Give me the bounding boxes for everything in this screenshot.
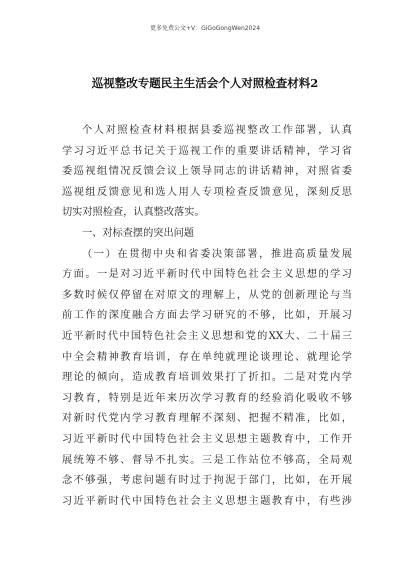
- text-line: 念不够强，考虑问题有时过于拘泥于部门，比如，在开展: [62, 475, 352, 487]
- text-line: 切实对照检查，认真整改落实。: [62, 207, 205, 219]
- text-line: 习近平新时代中国特色社会主义思想主题教育中，工作开: [62, 433, 352, 445]
- text-line: 展统筹不够、督导不扎实。三是工作站位不够高，全局观: [62, 454, 352, 466]
- paragraph-issues: [62, 245, 352, 513]
- text-line: 习近平新时代中国特色社会主义思想主题教育中，有些涉: [62, 495, 352, 507]
- section-heading: [62, 224, 352, 245]
- text-line: 多数时候仅停留在对原文的理解上，从党的创新理论与当: [62, 289, 352, 301]
- text-line: 近平新时代中国特色社会主义思想和党的XX大、二十届三: [62, 330, 352, 342]
- text-line: 个人对照检查材料根据县委巡视整改工作部署，认真: [82, 125, 352, 136]
- text-line: 巡视组反馈意见和选人用人专项检查反馈意见，深刻反思: [62, 186, 352, 198]
- header-note: 更多免费公文+V：GiGoGongWen2024: [149, 25, 261, 32]
- document-title: 巡视整改专题民主生活会个人对照检查材料2: [91, 76, 319, 90]
- text-line: 一、对标查摆的突出问题: [82, 227, 195, 239]
- text-line: 习教育，特别是近年来历次学习教育的经验消化吸收不够: [62, 392, 352, 404]
- text-line: 对新时代党内学习教育理解不深刻、把握不精准，比如，: [62, 413, 352, 425]
- text-line: 方面。一是对习近平新时代中国特色社会主义思想的学习: [62, 269, 352, 281]
- document-body: [62, 121, 352, 512]
- text-line: 理论的倾向，造成教育培训效果打了折扣。二是对党内学: [62, 372, 352, 384]
- paragraph-intro: [62, 121, 352, 224]
- text-line: 前工作的深度融合方面去学习研究的不够，比如，开展习: [62, 310, 352, 322]
- text-line: 学习习近平总书记关于巡视工作的重要讲话精神，学习省: [62, 145, 352, 157]
- text-line: 中全会精神教育培训，存在单纯就理论谈理论、就理论学: [62, 351, 352, 363]
- text-line: 委巡视组情况反馈会议上领导同志的讲话精神，对照省委: [62, 166, 352, 178]
- text-line: （一）在贯彻中央和省委决策部署，推进高质量发展: [82, 248, 352, 260]
